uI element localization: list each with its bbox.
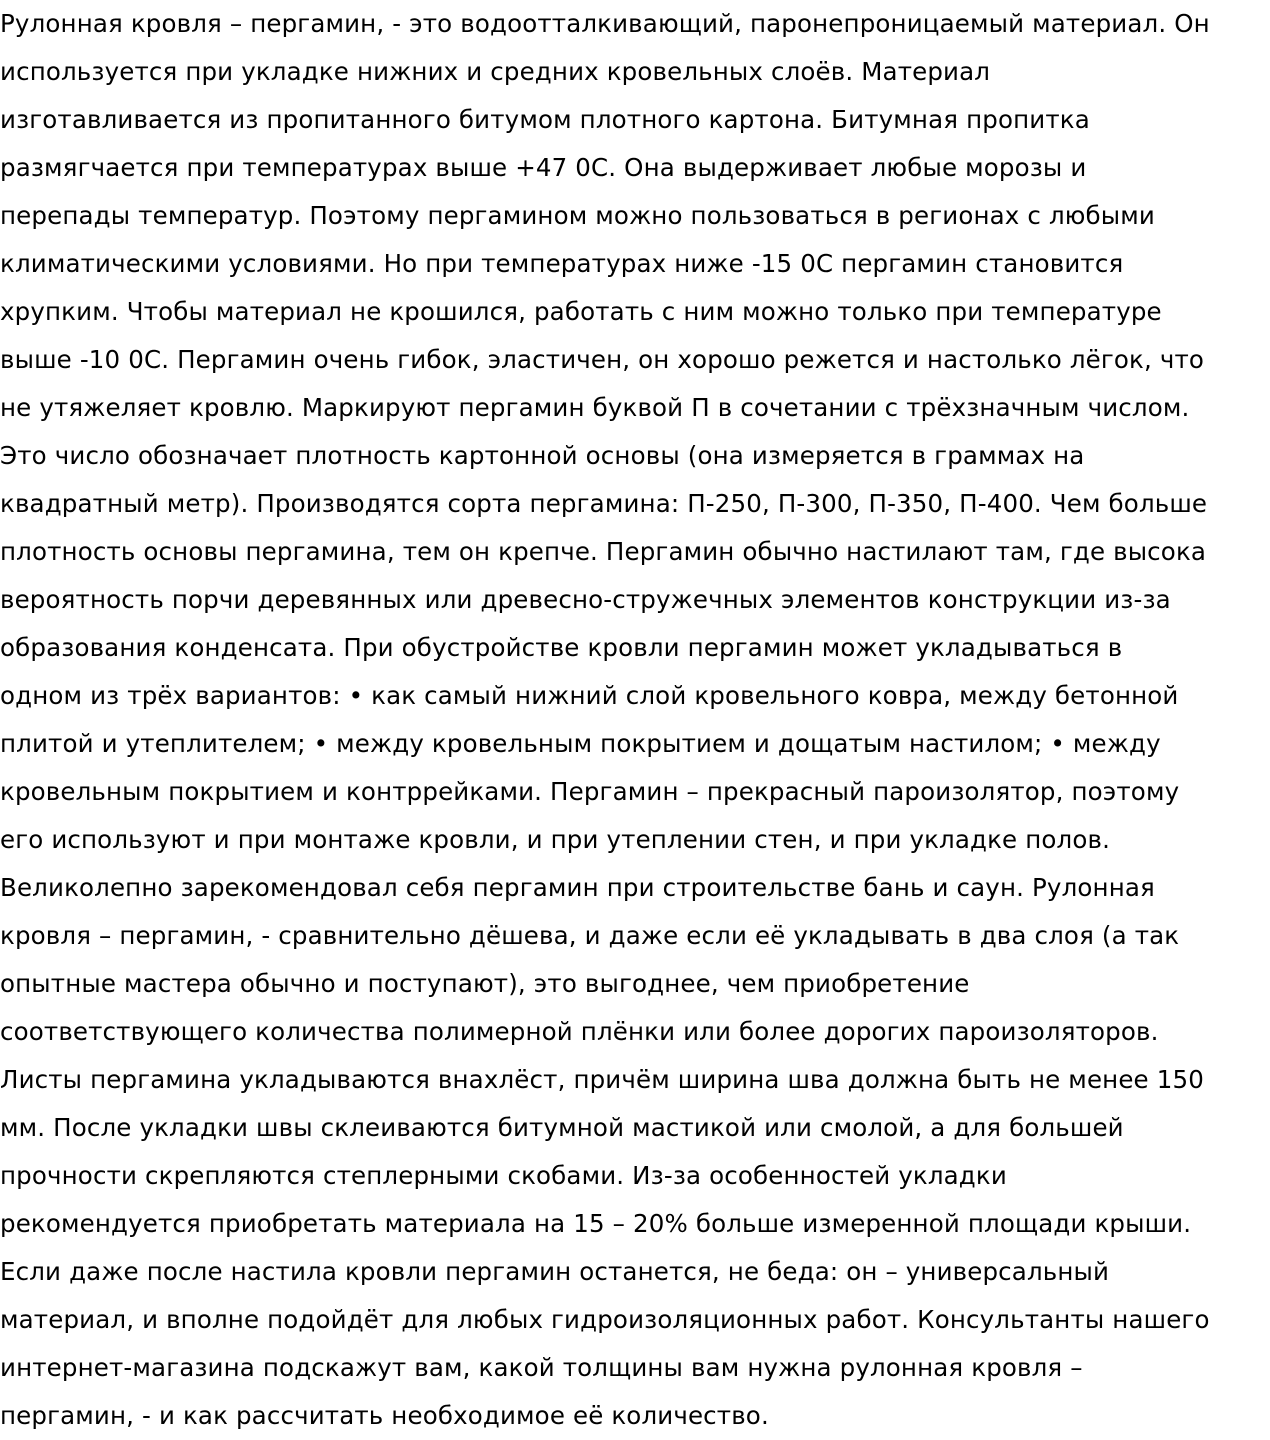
text-line: плитой и утеплителем; • между кровельным покрытием и дощатым настилом; • между — [0, 729, 1161, 758]
text-line: Листы пергамина укладываются внахлёст, причём ширина шва должна быть не менее 150 — [0, 1065, 1204, 1094]
text-line: используется при укладке нижних и средних кровельных слоёв. Материал — [0, 57, 991, 86]
text-line: вероятность порчи деревянных или древесно-стружечных элементов конструкции из-за — [0, 585, 1171, 614]
text-line: размягчается при температурах выше +47 0С. Она выдерживает любые морозы и — [0, 153, 1087, 182]
text-line: прочности скрепляются степлерными скобами. Из-за особенностей укладки — [0, 1161, 1007, 1190]
text-line: Это число обозначает плотность картонной основы (она измеряется в граммах на — [0, 441, 1085, 470]
text-line: одном из трёх вариантов: • как самый нижний слой кровельного ковра, между бетонной — [0, 681, 1179, 710]
text-line: материал, и вполне подойдёт для любых гидроизоляционных работ. Консультанты нашего — [0, 1305, 1210, 1334]
text-line: Рулонная кровля – пергамин, - это водоотталкивающий, паронепроницаемый материал. Он — [0, 9, 1210, 38]
text-line: Если даже после настила кровли пергамин останется, не беда: он – универсальный — [0, 1257, 1110, 1286]
text-line: мм. После укладки швы склеиваются битумной мастикой или смолой, а для большей — [0, 1113, 1124, 1142]
text-line: соответствующего количества полимерной плёнки или более дорогих пароизоляторов. — [0, 1017, 1159, 1046]
text-line: пергамин, - и как рассчитать необходимое её количество. — [0, 1401, 769, 1430]
text-line: перепады температур. Поэтому пергамином можно пользоваться в регионах с любыми — [0, 201, 1155, 230]
text-line: квадратный метр). Производятся сорта пергамина: П-250, П-300, П-350, П-400. Чем больше — [0, 489, 1208, 518]
text-line: опытные мастера обычно и поступают), это выгоднее, чем приобретение — [0, 969, 970, 998]
text-line: плотность основы пергамина, тем он крепче. Пергамин обычно настилают там, где высока — [0, 537, 1207, 566]
text-line: климатическими условиями. Но при температурах ниже -15 0С пергамин становится — [0, 249, 1124, 278]
text-line: интернет-магазина подскажут вам, какой толщины вам нужна рулонная кровля – — [0, 1353, 1083, 1382]
text-line: не утяжеляет кровлю. Маркируют пергамин буквой П в сочетании с трёхзначным числом. — [0, 393, 1190, 422]
text-line: выше -10 0С. Пергамин очень гибок, эластичен, он хорошо режется и настолько лёгок, что — [0, 345, 1205, 374]
text-line: Великолепно зарекомендовал себя пергамин при строительстве бань и саун. Рулонная — [0, 873, 1155, 902]
text-line: его используют и при монтаже кровли, и при утеплении стен, и при укладке полов. — [0, 825, 1111, 854]
text-line: кровельным покрытием и контррейками. Пергамин – прекрасный пароизолятор, поэтому — [0, 777, 1180, 806]
text-line: хрупким. Чтобы материал не крошился, работать с ним можно только при температуре — [0, 297, 1162, 326]
text-line: изготавливается из пропитанного битумом плотного картона. Битумная пропитка — [0, 105, 1090, 134]
text-line: образования конденсата. При обустройстве кровли пергамин может укладываться в — [0, 633, 1123, 662]
text-line: рекомендуется приобретать материала на 15 – 20% больше измеренной площади крыши. — [0, 1209, 1192, 1238]
text-line: кровля – пергамин, - сравнительно дёшева, и даже если её укладывать в два слоя (а так — [0, 921, 1180, 950]
